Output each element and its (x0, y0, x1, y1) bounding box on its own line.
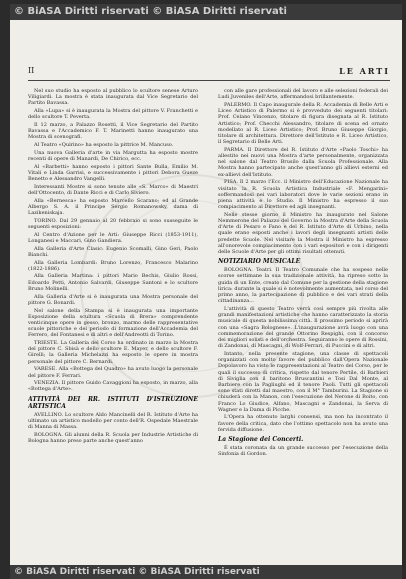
paragraph: Al Teatro «Quirino» ha esposto la pittrice M. Mancuso. (34, 142, 174, 149)
paragraph: Alla Galleria Martina: i pittori Mario Bechis, Giulio Rossi, Edoardo Petti, Antonio Salvardi, Giuseppe Santoni e lo scultore Bruno Molinelli. (28, 273, 198, 292)
running-title: LE ARTI (339, 66, 390, 76)
paragraph: L'attività di questo Teatro verrà così sempre più rivolta alle grandi manifestazioni artistiche che hanno caratterizzato la storia musicale di questa nobilissima città. Il prossimo periodo si aprirà con una «Sagra Bolognese». L'inaugurazione avrà luogo con una commemorazione del grande Ottorino Respighi, con il concorso dei migliori solisti e dell'orchestra. Seguiranno le opere di Rossini, di Zandonai, di Mascagni, di Wolf-Ferrari, di Puccini e di altri. (218, 306, 388, 350)
paragraph: Alla Galleria d'Arte Clasic: Eugenio Scomalli, Gino Geri, Paolo Bianchi. (28, 245, 198, 258)
paragraph: Una nuova Galleria d'arte in via Margutta ha esposto mostre recenti di opere di Manardi, De Chirico, ecc. (28, 149, 198, 163)
left-column (28, 88, 198, 543)
paragraph: Alla «Lupa» si è inaugurata la Mostra del pittore V. Franchetti e dello scultore T. Peverta. (28, 108, 198, 121)
paragraph: Intanto, nella presente stagione, una classe di spettacoli organizzati con molto favore del pubblico dall'Opera Nazionale Dopolavoro ha visto le rappresentazioni al Teatro del Corso, per le quali il successo di critica, rispetto dal tenore Pertile, di Barbieri di Siviglia con il baritono Bruscantini e Tosi Dal Monte, al Barbiere con la Pagliughi ed il tenore Paoli. Tutti gli spettacoli sono stati diretti dal maestro, con il M° Tamburini. La Stagione si chiuderà con la Manon, con l'esecuzione del Nerone di Boito, con Franco Lo Giudice, Alfano, Mascagni e Zandonai, la Serva di Wagner e la Dama di Picche. (218, 350, 388, 413)
paragraph: Al Centro d'Azione per le Arti: Giuseppe Ricci (1853-1911), Longanesi e Maccari, Gino Gandiera. (28, 231, 198, 244)
section-heading: La Stagione dei Concerti. (218, 436, 304, 444)
paragraph: Nel suo studio ha esposto al pubblico lo scultore senese Arturo Viligiardi. La mostra è stata inaugurata dal Vice Segretario del Partito Bavassa. (28, 88, 198, 107)
paragraph: È stata coronata da un grande successo per l'esecuzione della Sinfonia di Gordon. (218, 445, 388, 458)
paragraph: VARESE. Alla «Bottega del Quadro» ha avuto luogo la personale del pittore F. Ferrari. (28, 366, 198, 379)
paragraph: AVELLINO. Lo scultore Aldo Mancinelli del R. Istituto d'Arte ha ultimato un artistico modello per conto dell'R. Ospedale Maestrale di Manna di Massa. (28, 411, 198, 431)
paragraph: BOLOGNA. Teatri. Il Teatro Comunale che ha sospeso nelle scorse settimane la sua tradizionale attività, ha ripreso sotto la guida di un Ente, creato dal Comune per la gestione della stagione lirica: durante la quale si è notevolmente aumentata, nel corso del primo anno, la partecipazione di pubblico e dei vari strati della cittadinanza... (218, 267, 388, 305)
header-rule (28, 80, 390, 81)
paragraph: L'Opera ha ottenuto larghi consensi, ma non ha incontrato il favore della critica, dato che l'ottimo spettacolo non ha avuto una fervida diffusione. (218, 414, 388, 433)
paragraph: Alla «Bernesca» ha esposto Marcello Scarano; ed al Grande Albergo S. A. il Principe Sergio Romanowsky, dama di Lazikeniskaja. (28, 197, 198, 217)
paragraph: BOLOGNA. Gli alunni della R. Scuola per Industrie Artistiche di Bologna hanno preso parte anche quest'anno (28, 431, 198, 444)
paragraph: VENEZIA. Il pittore Guido Cavaggioni ha esposto, in marzo, alla «Bottega d'Arte». (28, 380, 198, 393)
paragraph: Alla Galleria d'Arte si è inaugurata una Mostra personale del pittore G. Bonardi. (28, 293, 198, 306)
paragraph: Nelle stesse giorno il Ministro ha inaugurato nel Salone Nemmerone del Palazzo del Governo la Mostra d'Arte della Scuola d'Arte di Pesaro e Fano e del R. Istituto d'Arte di Urbino, nella quale erano esposti anche i lavori degli insegnanti artisti delle predette Scuole. Nel visitare la Mostra il Ministro ha espresso all'onorevole compiacimento con i vari espositori e con i dirigenti delle Scuole d'Arte per gli ottimi risultati ottenuti. (218, 211, 388, 256)
paragraph: TRIESTE. La Galleria del Corso ha ordinato in marzo la Mostra del pittore C. Sbisà e dello scultore E. Mayer, e dello scultore F. Girelli; la Galleria Michelazzi ha esposto le opere in mostra personale del pittore C. Bernardi. (28, 340, 198, 365)
paragraph: PISA. Il 2 marzo l'Ecc. il Ministro dell'Educazione Nazionale ha visitato la R. Scuola Artistica Industriale «F. Mengarini» soffermandosi nei vari laboratori dove le varie sezioni erano in piena attività e lo Studio. Il Ministro ha espresso il suo compiacimento al Direttore ed agli insegnanti. (218, 179, 388, 211)
page (10, 4, 402, 579)
paragraph: TORINO. Dal 29 gennaio al 20 febbraio si sono susseguite le seguenti esposizioni: (28, 217, 198, 231)
paragraph: PARMA. Il Direttore del R. Istituto d'Arte «Paolo Toschi» ha allestito nei nuovi una Mostra d'arte personalmente, organizzata nel salone dal Teatro Brusilo dalla Scuola Professionale. Alla Mostra hanno partecipato anche quest'anno gli allievi esterni ed ex-allievi dell'Istituto. (218, 146, 388, 178)
page-number: II (28, 66, 35, 75)
paragraph: Alla Galleria Lombardi: Bruno Lorenzo, Francesco Malarino (1822-1886). (28, 259, 198, 272)
right-column (218, 88, 388, 543)
watermark-top: © BiASA Diritti riservati © BiASA Diritti riservati (10, 4, 402, 20)
paragraph: Interessanti Mostre si sono tenute alle «S. Marco» di Maestri dell'Ottocento, di Dante Ricci e di Carlo Siviero. (28, 183, 198, 197)
page-header (28, 66, 390, 78)
paragraph: Nel salone della Stampa si è inaugurata una importante Esposizione della scultura «Scuola di Brera» comprendente venticinque opere in gesso, bronzo, marmo delle rappresentative scuole pittoriche e del periodo di formazione dell'Accademia del Ferrero, del Fontanesi e di altri e dell'Andreotti di Torino. (28, 307, 198, 339)
paragraph: Il 12 marzo, a Palazzo Rosetti, il Vice Segretario del Partito Bavassa e l'Accademico F. T. Marinetti hanno inaugurato una Mostra di scenografi. (28, 122, 198, 141)
paragraph: PALERMO. Il Capo inaugurale della R. Accademia di Belle Arti e Liceo Artistico di Palermo si è provveduto dei seguenti titolari: Prof. Celano Vincenzo, titolare di figura disegnata al R. Istituto Artistico; Prof. Checchi Alessandro, titolare di scena ed ornato modellato al R. Liceo Artistico; Prof. Bruno Giuseppe Giorgio, titolare di architettura. Direttore dell'Istituto e R. Liceo Artistico, il Segretario di Belle Arti. (218, 101, 388, 146)
section-heading: ATTIVITÀ DEI RR. ISTITUTI D'ISTRUZIONE ARTISTICA (28, 395, 198, 410)
paragraph: Al «Barbetti» hanno esposto i pittori Sante Bulla, Emilio M. Vitali e Linda Garrisi, e successivamente i pittori Debora Gueze Benetto e Alessandro Vangelli. (28, 163, 198, 183)
watermark-bottom: © BiASA Diritti riservati © BiASA Diritti riservati (10, 565, 402, 579)
section-heading: NOTIZIARIO MUSICALE (218, 258, 301, 266)
paragraph: con alle gare professionali del lavoro e alle selezioni federali dei Ludi Juveniles dell'Arte, affermandosi brillantemente. (218, 88, 388, 101)
